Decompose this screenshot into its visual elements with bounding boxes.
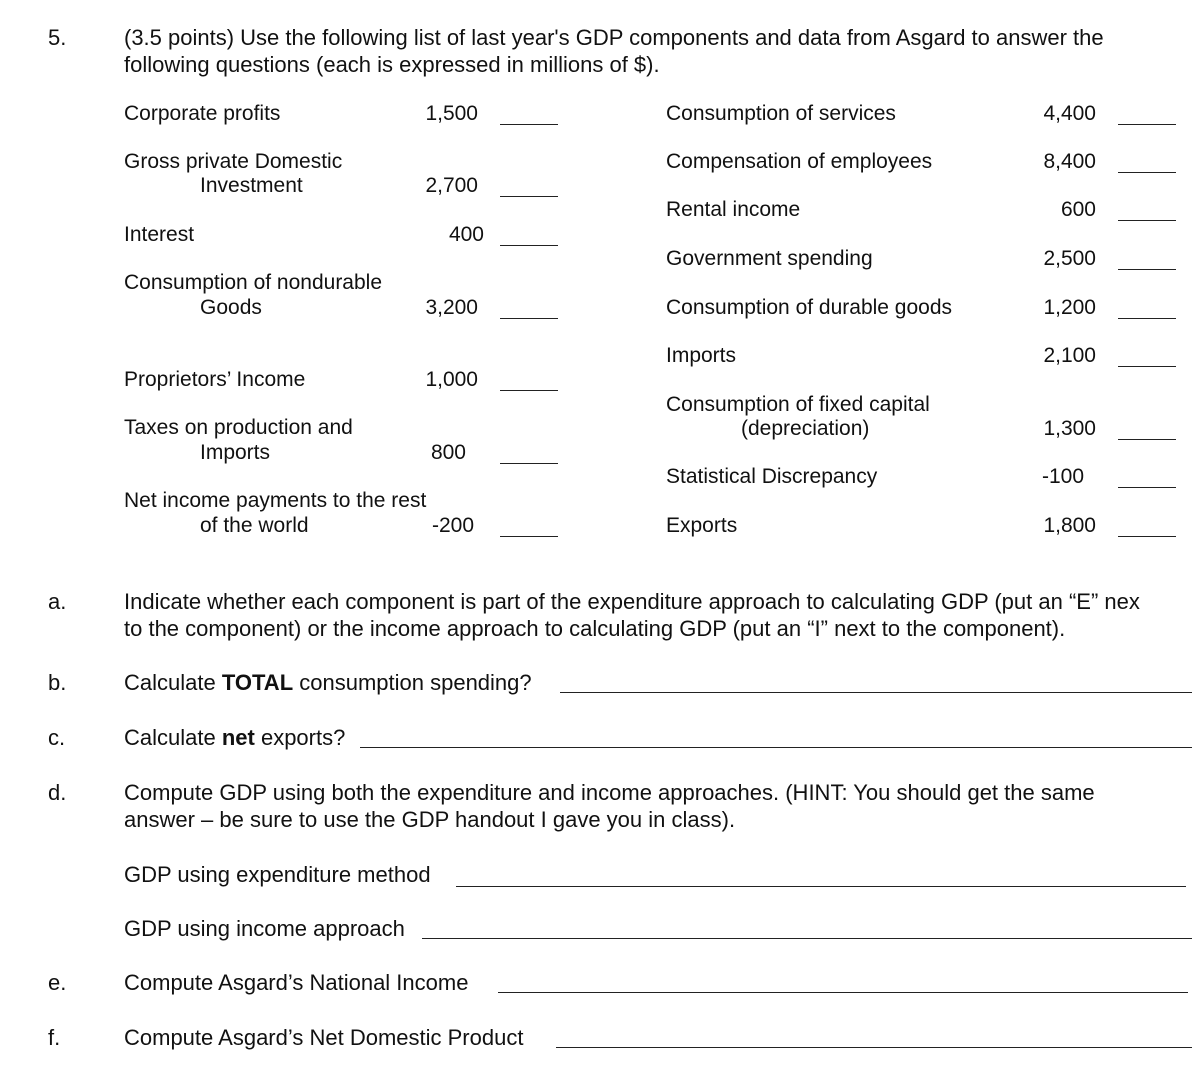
question-intro-line1: (3.5 points) Use the following list of last year's GDP components and data from Asgard to answer the — [124, 25, 1104, 50]
component-value: 2,100 — [1043, 344, 1096, 367]
part-c-pre: Calculate — [124, 725, 222, 750]
part-c-answer-line[interactable] — [360, 747, 1192, 748]
answer-blank[interactable] — [500, 390, 558, 391]
gdp-expenditure-label: GDP using expenditure method — [124, 862, 431, 887]
component-label: Consumption of nondurable — [124, 271, 383, 294]
question-number: 5. — [48, 25, 67, 50]
part-c-letter: c. — [48, 725, 66, 750]
part-e-answer-line[interactable] — [498, 992, 1188, 993]
component-label: Government spending — [666, 247, 873, 270]
answer-blank[interactable] — [1118, 366, 1176, 367]
component-value: 600 — [1060, 198, 1096, 221]
part-f-answer-line[interactable] — [556, 1047, 1192, 1048]
component-value: 3,200 — [425, 296, 478, 319]
component-label: Interest — [124, 223, 195, 246]
answer-blank[interactable] — [1118, 439, 1176, 440]
component-label: Taxes on production and — [124, 416, 353, 439]
answer-blank[interactable] — [500, 245, 558, 246]
component-value: -200 — [431, 514, 474, 537]
part-c-bold: net — [221, 725, 255, 750]
part-e-letter: e. — [48, 970, 67, 995]
component-label: Corporate profits — [124, 102, 281, 125]
component-value: 1,500 — [425, 102, 478, 125]
component-label: Consumption of services — [666, 102, 896, 125]
part-b-post: consumption spending? — [293, 670, 532, 695]
component-label-line2: of the world — [200, 514, 309, 537]
answer-blank[interactable] — [1118, 124, 1176, 125]
part-a-letter: a. — [48, 589, 67, 614]
part-a-text-line2: to the component) or the income approach to calculating GDP (put an “I” next to the component). — [124, 616, 1066, 641]
part-a-text-line1: Indicate whether each component is part of the expenditure approach to calculating GDP (put an “E” nex — [124, 589, 1140, 614]
component-value: 1,200 — [1043, 296, 1096, 319]
component-value: -100 — [1041, 465, 1084, 488]
part-b-question — [124, 670, 532, 695]
part-d-text-line2: answer – be sure to use the GDP handout I gave you in class). — [124, 807, 736, 832]
component-value: 1,800 — [1043, 514, 1096, 537]
component-label: Statistical Discrepancy — [666, 465, 878, 488]
part-b-bold: TOTAL — [221, 670, 294, 695]
part-b-answer-line[interactable] — [560, 692, 1192, 693]
part-e-text: Compute Asgard’s National Income — [124, 970, 469, 995]
answer-blank[interactable] — [1118, 172, 1176, 173]
answer-blank[interactable] — [1118, 318, 1176, 319]
component-value: 1,300 — [1043, 417, 1096, 440]
answer-blank[interactable] — [1118, 536, 1176, 537]
answer-blank[interactable] — [1118, 269, 1176, 270]
component-value: 1,000 — [425, 368, 478, 391]
answer-blank[interactable] — [500, 196, 558, 197]
component-label: Imports — [666, 344, 737, 367]
answer-blank[interactable] — [1118, 487, 1176, 488]
part-c-post: exports? — [254, 725, 346, 750]
gdp-expenditure-answer-line[interactable] — [456, 886, 1186, 887]
component-label: Consumption of durable goods — [666, 296, 953, 319]
component-label: Exports — [666, 514, 738, 537]
component-label-line2: Imports — [200, 441, 271, 464]
gdp-income-label: GDP using income approach — [124, 916, 405, 941]
part-f-letter: f. — [48, 1025, 61, 1050]
part-f-text: Compute Asgard’s Net Domestic Product — [124, 1025, 524, 1050]
component-label: Proprietors’ Income — [124, 368, 306, 391]
component-label-line2: Goods — [200, 296, 262, 319]
component-label-line2: Investment — [200, 174, 303, 197]
part-b-pre: Calculate — [124, 670, 222, 695]
answer-blank[interactable] — [500, 536, 558, 537]
component-label: Compensation of employees — [666, 150, 933, 173]
component-label: Consumption of fixed capital — [666, 393, 930, 416]
answer-blank[interactable] — [500, 318, 558, 319]
component-label: Rental income — [666, 198, 801, 221]
gdp-income-answer-line[interactable] — [422, 938, 1192, 939]
part-c-question — [124, 725, 345, 750]
part-d-text-line1: Compute GDP using both the expenditure and income approaches. (HINT: You should get the same — [124, 780, 1095, 805]
component-value: 400 — [448, 223, 484, 246]
question-intro-line2: following questions (each is expressed in millions of $). — [124, 52, 660, 77]
component-value: 8,400 — [1043, 150, 1096, 173]
answer-blank[interactable] — [1118, 220, 1176, 221]
component-label-line2: (depreciation) — [741, 417, 870, 440]
component-label: Net income payments to the rest — [124, 489, 427, 512]
component-label: Gross private Domestic — [124, 150, 343, 173]
part-b-letter: b. — [48, 670, 67, 695]
component-value: 2,500 — [1043, 247, 1096, 270]
part-d-letter: d. — [48, 780, 67, 805]
answer-blank[interactable] — [500, 124, 558, 125]
component-value: 4,400 — [1043, 102, 1096, 125]
component-value: 2,700 — [425, 174, 478, 197]
component-value: 800 — [430, 441, 466, 464]
answer-blank[interactable] — [500, 463, 558, 464]
